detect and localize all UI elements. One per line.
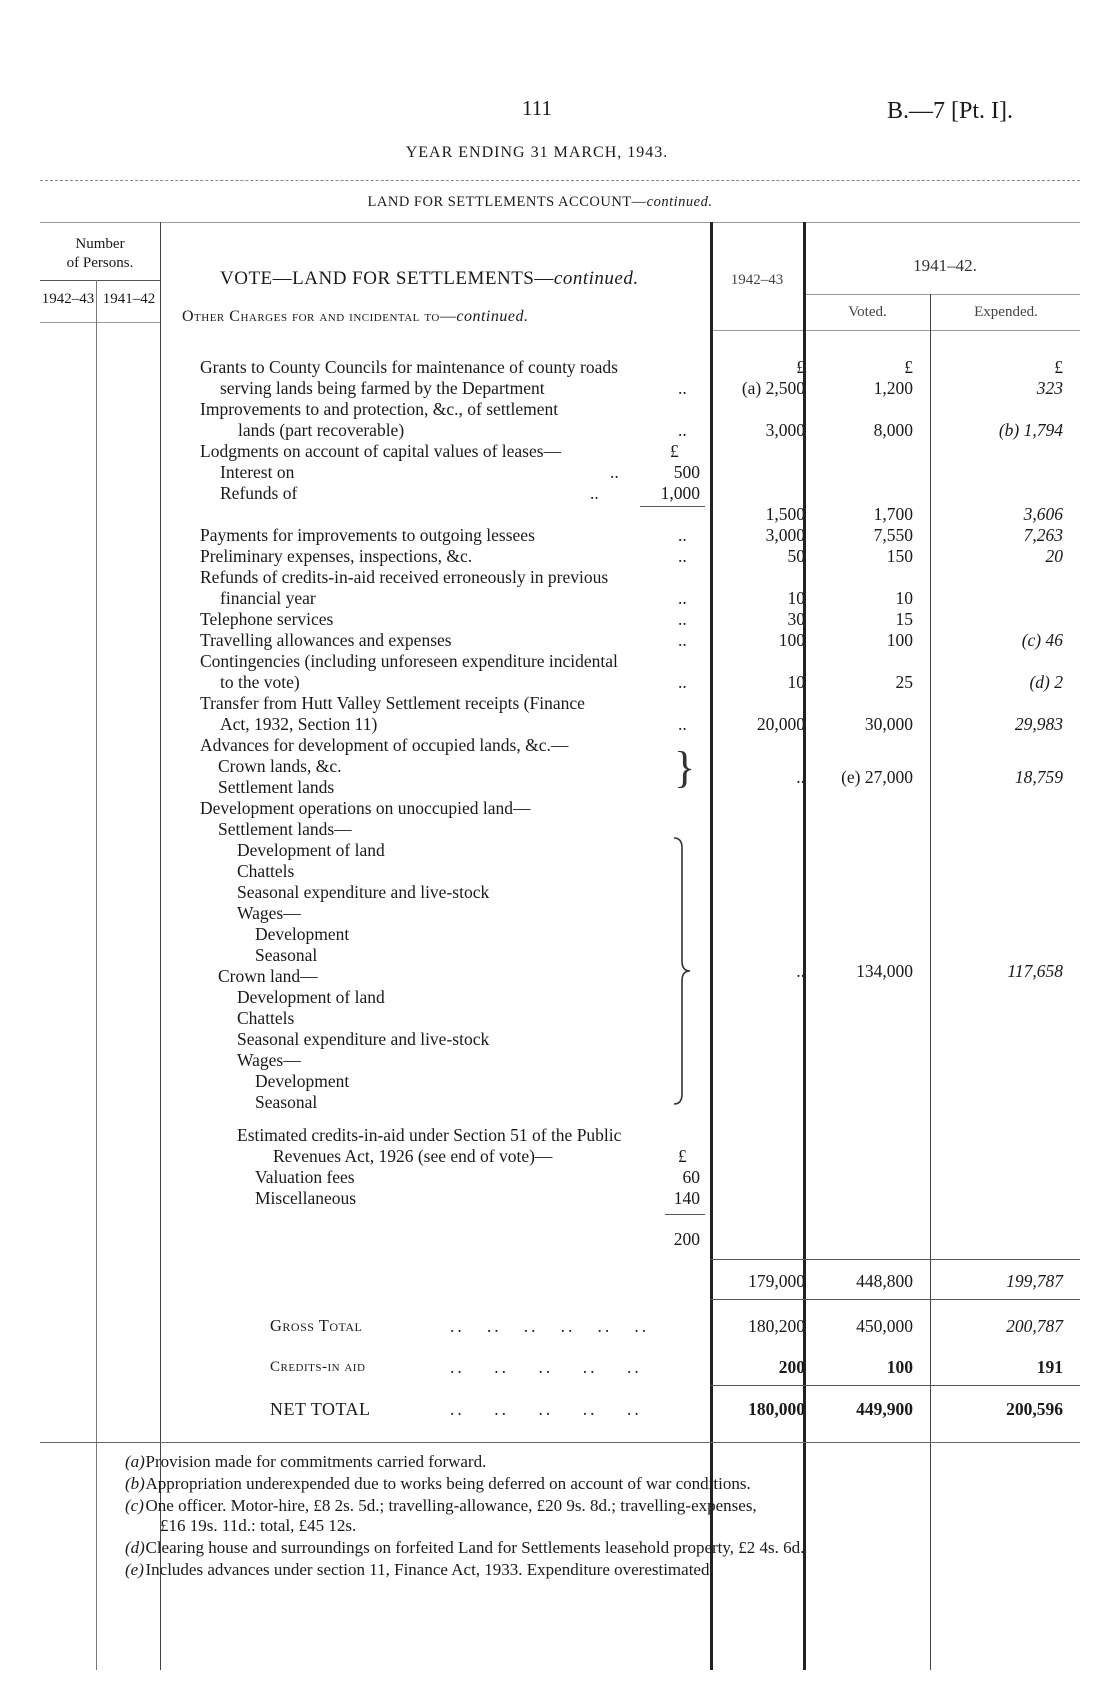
col-head-1941-rule (805, 294, 1080, 295)
travelling-leader: .. (678, 630, 687, 650)
lodgments-refunds-leader: .. (590, 483, 599, 503)
development-crown-wages: Wages— (237, 1050, 301, 1070)
credits-in-aid-voted: 100 (886, 1357, 913, 1377)
refunds-1942: 10 (787, 588, 805, 608)
pound-1942: £ (796, 357, 805, 377)
development-voted: 134,000 (856, 961, 913, 981)
improvements-line-2: lands (part recoverable) (238, 420, 405, 440)
development-crown: Crown land— (218, 966, 318, 986)
payments-voted: 7,550 (873, 525, 913, 545)
development-1942: .. (796, 961, 805, 981)
gross-total-1942: 180,200 (748, 1316, 805, 1336)
travelling-voted: 100 (886, 630, 913, 650)
refunds-line-1: Refunds of credits-in-aid received erroneously in previous (200, 567, 609, 587)
payments-1942: 3,000 (765, 525, 805, 545)
development-settlement-seasonal: Seasonal (255, 945, 318, 965)
persons-divider (96, 280, 97, 1670)
improvements-leader: .. (678, 420, 687, 440)
contingencies-expended: (d) 2 (1029, 672, 1063, 692)
persons-head-rule (40, 280, 160, 281)
development-settlement: Settlement lands— (218, 819, 352, 839)
persons-head-1: Number (75, 236, 125, 252)
pound-expended: £ (1054, 357, 1063, 377)
advances-voted: (e) 27,000 (841, 767, 913, 787)
gross-total-voted: 450,000 (856, 1316, 913, 1336)
advances-brace: } (674, 743, 696, 792)
col-head-bottom-rule (712, 330, 1080, 331)
hutt-line-1: Transfer from Hutt Valley Settlement receipts (Finance (200, 693, 585, 713)
advances-crown: Crown lands, &c. (218, 756, 342, 776)
development-line-1: Development operations on unoccupied land— (200, 798, 531, 818)
table-bottom-rule (40, 1442, 1080, 1443)
advances-1942: .. (796, 767, 805, 787)
footnote-b: (b) Appropriation underexpended due to works being deferred on account of war conditions. (125, 1474, 751, 1493)
lodgments-interest: Interest on (220, 462, 295, 482)
hutt-voted: 30,000 (864, 714, 913, 734)
travelling-expended: (c) 46 (1021, 630, 1063, 650)
grants-line-2: serving lands being farmed by the Department (220, 378, 545, 398)
footnote-c-continued: £16 19s. 11d.: total, £45 12s. (160, 1516, 357, 1535)
improvements-1942: 3,000 (765, 420, 805, 440)
lodgments-line-1: Lodgments on account of capital values of leases— (200, 441, 562, 461)
net-total-voted: 449,900 (856, 1399, 913, 1419)
development-crown-chattels: Chattels (237, 1008, 295, 1028)
net-total-1942: 180,000 (748, 1399, 805, 1419)
persons-year-rule (40, 322, 160, 323)
subtotal-expended: 199,787 (1006, 1271, 1063, 1291)
development-crown-seasonal-exp: Seasonal expenditure and live-stock (237, 1029, 490, 1049)
payments-leader: .. (678, 525, 687, 545)
grants-voted: 1,200 (873, 378, 913, 398)
preliminary-label: Preliminary expenses, inspections, &c. (200, 546, 473, 566)
development-settlement-land: Development of land (237, 840, 385, 860)
estimated-valuation: Valuation fees (255, 1167, 355, 1187)
col-head-1941-42: 1941–42. (913, 256, 977, 275)
subtotal-1942: 179,000 (748, 1271, 805, 1291)
development-settlement-development: Development (255, 924, 350, 944)
improvements-expended: (b) 1,794 (998, 420, 1063, 440)
contingencies-1942: 10 (787, 672, 805, 692)
preliminary-expended: 20 (1045, 546, 1063, 566)
net-total-label: NET TOTAL (270, 1399, 371, 1419)
col-head-voted: Voted. (848, 304, 887, 320)
lodgments-refunds: Refunds of (220, 483, 298, 503)
estimated-line-2: Revenues Act, 1926 (see end of vote)— (273, 1146, 553, 1166)
net-total-leaders: .. .. .. .. .. (450, 1399, 642, 1419)
footnote-e: (e) Includes advances under section 11, Finance Act, 1933. Expenditure overestimated. (125, 1560, 714, 1579)
estimated-total: 200 (673, 1229, 700, 1249)
lodgments-refunds-amount: 1,000 (660, 483, 700, 503)
development-settlement-chattels: Chattels (237, 861, 295, 881)
credits-in-aid-label: Credits-in aid (270, 1359, 366, 1375)
development-brace (672, 836, 694, 1106)
pound-voted: £ (904, 357, 913, 377)
lodgments-1942: 1,500 (765, 504, 805, 524)
grants-line-1: Grants to County Councils for maintenance of county roads (200, 357, 618, 377)
grants-expended: 323 (1036, 378, 1063, 398)
estimated-valuation-amount: 60 (682, 1167, 700, 1187)
payments-label: Payments for improvements to outgoing lessees (200, 525, 535, 545)
refunds-leader: .. (678, 588, 687, 608)
footnote-c: (c) One officer. Motor-hire, £8 2s. 5d.; travelling-allowance, £20 9s. 8d.; travelling-expenses, (125, 1496, 757, 1515)
hutt-expended: 29,983 (1014, 714, 1063, 734)
development-settlement-seasonal-exp: Seasonal expenditure and live-stock (237, 882, 490, 902)
payments-expended: 7,263 (1023, 525, 1063, 545)
improvements-line-1: Improvements to and protection, &c., of settlement (200, 399, 559, 419)
lodgments-pound: £ (670, 441, 679, 461)
subtotal-top-rule (710, 1259, 1080, 1260)
hutt-leader: .. (678, 714, 687, 734)
other-charges-heading: Other Charges for and incidental to—continued. (182, 308, 529, 325)
grants-leader: .. (678, 378, 687, 398)
travelling-1942: 100 (778, 630, 805, 650)
lodgments-interest-amount: 500 (673, 462, 700, 482)
col-head-1942-43: 1942–43 (730, 272, 784, 288)
credits-in-aid-expended: 191 (1036, 1357, 1063, 1377)
development-crown-land: Development of land (237, 987, 385, 1007)
advances-line-1: Advances for development of occupied lands, &c.— (200, 735, 569, 755)
estimated-miscellaneous: Miscellaneous (255, 1188, 357, 1208)
account-title: LAND FOR SETTLEMENTS ACCOUNT—continued. (367, 194, 713, 210)
table-top-rule (40, 222, 1080, 223)
lodgments-interest-leader: .. (610, 462, 619, 482)
hutt-1942: 20,000 (756, 714, 805, 734)
subtotal-voted: 448,800 (856, 1271, 913, 1291)
grants-1942: (a) 2,500 (741, 378, 805, 398)
advances-settlement: Settlement lands (218, 777, 335, 797)
report-reference: B.—7 [Pt. I]. (887, 98, 1013, 124)
gross-total-leaders: .. .. .. .. .. .. (450, 1316, 650, 1336)
development-settlement-wages: Wages— (237, 903, 301, 923)
credits-in-aid-1942: 200 (778, 1357, 805, 1377)
travelling-label: Travelling allowances and expenses (200, 630, 452, 650)
telephone-1942: 30 (787, 609, 805, 629)
preliminary-voted: 150 (886, 546, 913, 566)
subtotal-bottom-rule (710, 1299, 1080, 1300)
telephone-leader: .. (678, 609, 687, 629)
development-expended: 117,658 (1007, 961, 1063, 981)
estimated-sum-rule (665, 1214, 705, 1215)
footnote-d: (d) Clearing house and surroundings on forfeited Land for Settlements leasehold property, £2 4s. 6d. (125, 1538, 805, 1557)
development-crown-seasonal: Seasonal (255, 1092, 318, 1112)
advances-expended: 18,759 (1014, 767, 1063, 787)
contingencies-line-1: Contingencies (including unforeseen expenditure incidental (200, 651, 618, 671)
estimated-pound: £ (678, 1146, 687, 1166)
refunds-voted: 10 (895, 588, 913, 608)
contingencies-leader: .. (678, 672, 687, 692)
net-total-expended: 200,596 (1006, 1399, 1063, 1419)
credits-in-aid-leaders: .. .. .. .. .. (450, 1357, 642, 1377)
refunds-line-2: financial year (220, 588, 316, 608)
improvements-voted: 8,000 (873, 420, 913, 440)
lodgments-expended: 3,606 (1023, 504, 1063, 524)
vote-title: VOTE—LAND FOR SETTLEMENTS—continued. (220, 268, 639, 289)
year-heading: YEAR ENDING 31 MARCH, 1943. (405, 144, 669, 161)
gross-total-expended: 200,787 (1006, 1316, 1063, 1336)
persons-head-2: of Persons. (66, 255, 134, 271)
preliminary-leader: .. (678, 546, 687, 566)
estimated-miscellaneous-amount: 140 (673, 1188, 700, 1208)
preliminary-1942: 50 (787, 546, 805, 566)
lodgments-voted: 1,700 (873, 504, 913, 524)
hutt-line-2: Act, 1932, Section 11) (220, 714, 378, 734)
voted-expended-rule (930, 294, 931, 1670)
development-crown-development: Development (255, 1071, 350, 1091)
estimated-line-1: Estimated credits-in-aid under Section 51 of the Public (237, 1125, 622, 1145)
col-head-expended: Expended. (974, 304, 1038, 320)
contingencies-line-2: to the vote) (220, 672, 300, 692)
credits-bottom-rule (710, 1385, 1080, 1386)
contingencies-voted: 25 (895, 672, 913, 692)
gross-total-label: Gross Total (270, 1316, 363, 1335)
footnote-a: (a) Provision made for commitments carried forward. (125, 1452, 487, 1471)
telephone-label: Telephone services (200, 609, 334, 629)
header-rule (40, 180, 1080, 181)
persons-year-1942: 1942–43 (41, 291, 95, 307)
page-number: 111 (522, 96, 552, 120)
telephone-voted: 15 (895, 609, 913, 629)
persons-year-1941: 1941–42 (102, 291, 156, 307)
